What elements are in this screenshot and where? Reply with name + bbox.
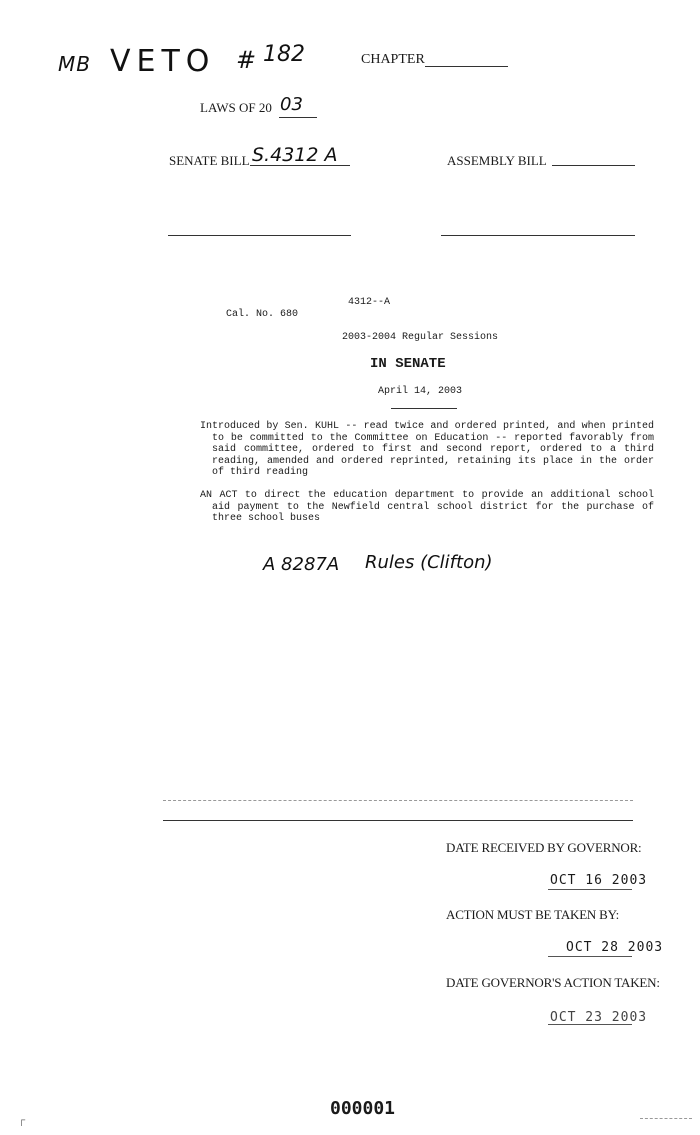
mb-label: MB <box>58 52 91 76</box>
veto-label: VETO <box>110 44 216 79</box>
chapter-label: CHAPTER <box>361 52 425 67</box>
assembly-bill-label: ASSEMBLY BILL <box>447 153 547 168</box>
date-received-stamp: OCT 16 2003 <box>550 873 648 888</box>
signature-line-left <box>168 235 351 236</box>
chapter-blank-line <box>425 66 508 67</box>
introduction-paragraph: Introduced by Sen. KUHL -- read twice and ordered printed, and when printed to be committed to the Committee on Education -- reported favorably from said committee, ordered to first and second report, ordered to a third reading, amended and ordered reprinted, retaining its place in the order of third reading <box>200 421 654 478</box>
senate-bill-line <box>250 165 350 166</box>
date-received-line <box>548 889 632 890</box>
handwritten-note <box>263 548 503 588</box>
corner-mark: ┌ <box>18 1115 26 1126</box>
action-by-label: ACTION MUST BE TAKEN BY: <box>446 907 620 922</box>
bottom-right-line <box>640 1118 692 1119</box>
date-received-label: DATE RECEIVED BY GOVERNOR: <box>446 840 642 855</box>
veto-number: 182 <box>263 42 305 67</box>
action-taken-line <box>548 1024 632 1025</box>
action-taken-stamp: OCT 23 2003 <box>550 1010 648 1025</box>
action-taken-label: DATE GOVERNOR'S ACTION TAKEN: <box>446 975 660 990</box>
number-sign: # <box>236 46 257 74</box>
senate-bill-number: S.4312 A <box>252 144 338 166</box>
act-paragraph: AN ACT to direct the education department to provide an additional school aid payment to the Newfield central school district for the purchase of three school buses <box>200 490 654 524</box>
separator-line <box>163 800 633 801</box>
bill-print-number: 4312--A <box>348 297 391 308</box>
separator-line <box>163 820 633 821</box>
laws-year-line <box>279 117 317 118</box>
veto-heading <box>58 42 318 82</box>
handwritten-note-bill: A 8287A <box>263 554 340 575</box>
action-by-stamp: OCT 28 2003 <box>566 940 664 955</box>
laws-label: LAWS OF 20 <box>200 100 272 115</box>
handwritten-note-rules: Rules (Clifton) <box>365 552 493 573</box>
bill-date: April 14, 2003 <box>378 386 463 397</box>
laws-year: 03 <box>280 94 303 115</box>
senate-bill-label: SENATE BILL <box>169 153 250 168</box>
calendar-number: Cal. No. 680 <box>226 309 299 320</box>
session-label: 2003-2004 Regular Sessions <box>342 332 499 343</box>
assembly-bill-line <box>552 165 635 166</box>
page-number: 000001 <box>330 1098 396 1119</box>
chamber-heading: IN SENATE <box>370 356 446 372</box>
action-by-line <box>548 956 632 957</box>
date-divider <box>391 408 457 409</box>
signature-line-right <box>441 235 635 236</box>
